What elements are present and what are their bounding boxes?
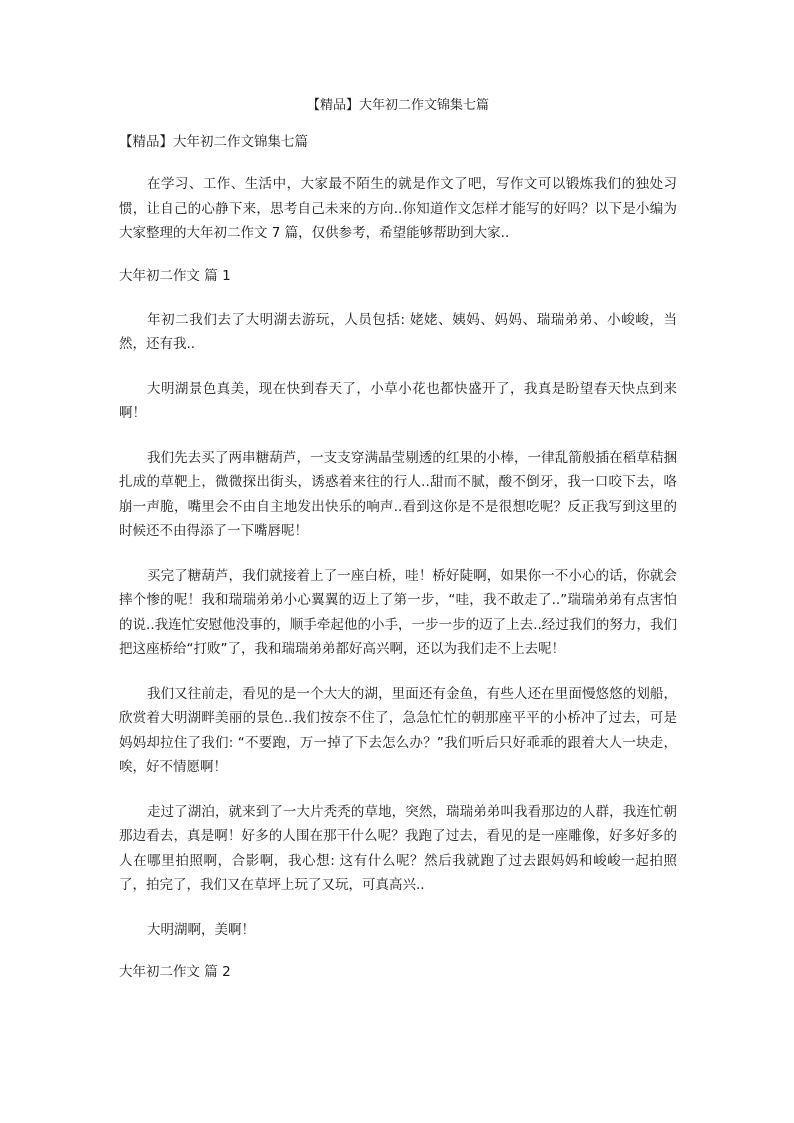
section-1-paragraph-5: 我们又往前走，看见的是一个大大的湖，里面还有金鱼，有些人还在里面慢悠悠的划船，欣赏着大明湖畔美丽的景色..我们按奈不住了，急急忙忙的朝那座平平的小桥冲了过去，可是妈妈却拉住了我们: “不要跑，万一掉了下去怎么办？”我们听后只好乖乖的跟着大人一块走，唉，好不情愿啊！ [119,685,677,775]
document-title: 【精品】大年初二作文锦集七篇 [306,98,489,113]
section-1-paragraph-6: 走过了湖泊，就来到了一大片秃秃的草地，突然，瑞瑞弟弟叫我看那边的人群，我连忙朝那边看去，真是啊！好多的人围在那干什么呢？我跑了过去，看见的是一座雕像，好多好多的人在哪里拍照啊，合影啊，我心想: 这有什么呢？然后我就跑了过去跟妈妈和峻峻一起拍照了，拍完了，我们又在草坪上玩了又玩，可真高兴.. [119,803,677,893]
intro-paragraph: 在学习、工作、生活中，大家最不陌生的就是作文了吧，写作文可以锻炼我们的独处习惯，让自己的心静下来，思考自己未来的方向..你知道作文怎样才能写的好吗？以下是小编为大家整理的大年初二作文 7 篇，仅供参考，希望能够帮助到大家.. [119,176,677,241]
section-1-paragraph-7: 大明湖啊，美啊！ [147,921,255,938]
section-heading-1: 大年初二作文 篇 1 [119,267,231,284]
section-1-paragraph-4: 买完了糖葫芦，我们就接着上了一座白桥，哇！桥好陡啊，如果你一不小心的话，你就会摔个惨的呢！我和瑞瑞弟弟小心翼翼的迈上了第一步，“哇，我不敢走了..”瑞瑞弟弟有点害怕的说..我连忙安慰他没事的，顺手牵起他的小手，一步一步的迈了上去..经过我们的努力，我们把这座桥给“打败”了，我和瑞瑞弟弟都好高兴啊，还以为我们走不上去呢！ [119,567,677,657]
document-page [119,96,677,1004]
section-1-paragraph-1: 年初二我们去了大明湖去游玩，人员包括: 姥姥、姨妈、妈妈、瑞瑞弟弟、小峻峻，当然，还有我.. [119,311,677,352]
document-subtitle: 【精品】大年初二作文锦集七篇 [119,134,308,150]
section-1-paragraph-3: 我们先去买了两串糖葫芦，一支支穿满晶莹剔透的红果的小棒，一律乱箭般插在稻草秸捆扎成的草靶上，微微探出街头，诱惑着来往的行人..甜而不腻，酸不倒牙，我一口咬下去，咯崩一声脆，嘴里会不由自主地发出快乐的响声..看到这你是不是很想吃呢？反正我写到这里的时候还不由得添了一下嘴唇呢！ [119,449,677,539]
section-heading-2: 大年初二作文 篇 2 [119,964,231,980]
section-1-paragraph-2: 大明湖景色真美，现在快到春天了，小草小花也都快盛开了，我真是盼望春天快点到来啊！ [119,380,677,421]
